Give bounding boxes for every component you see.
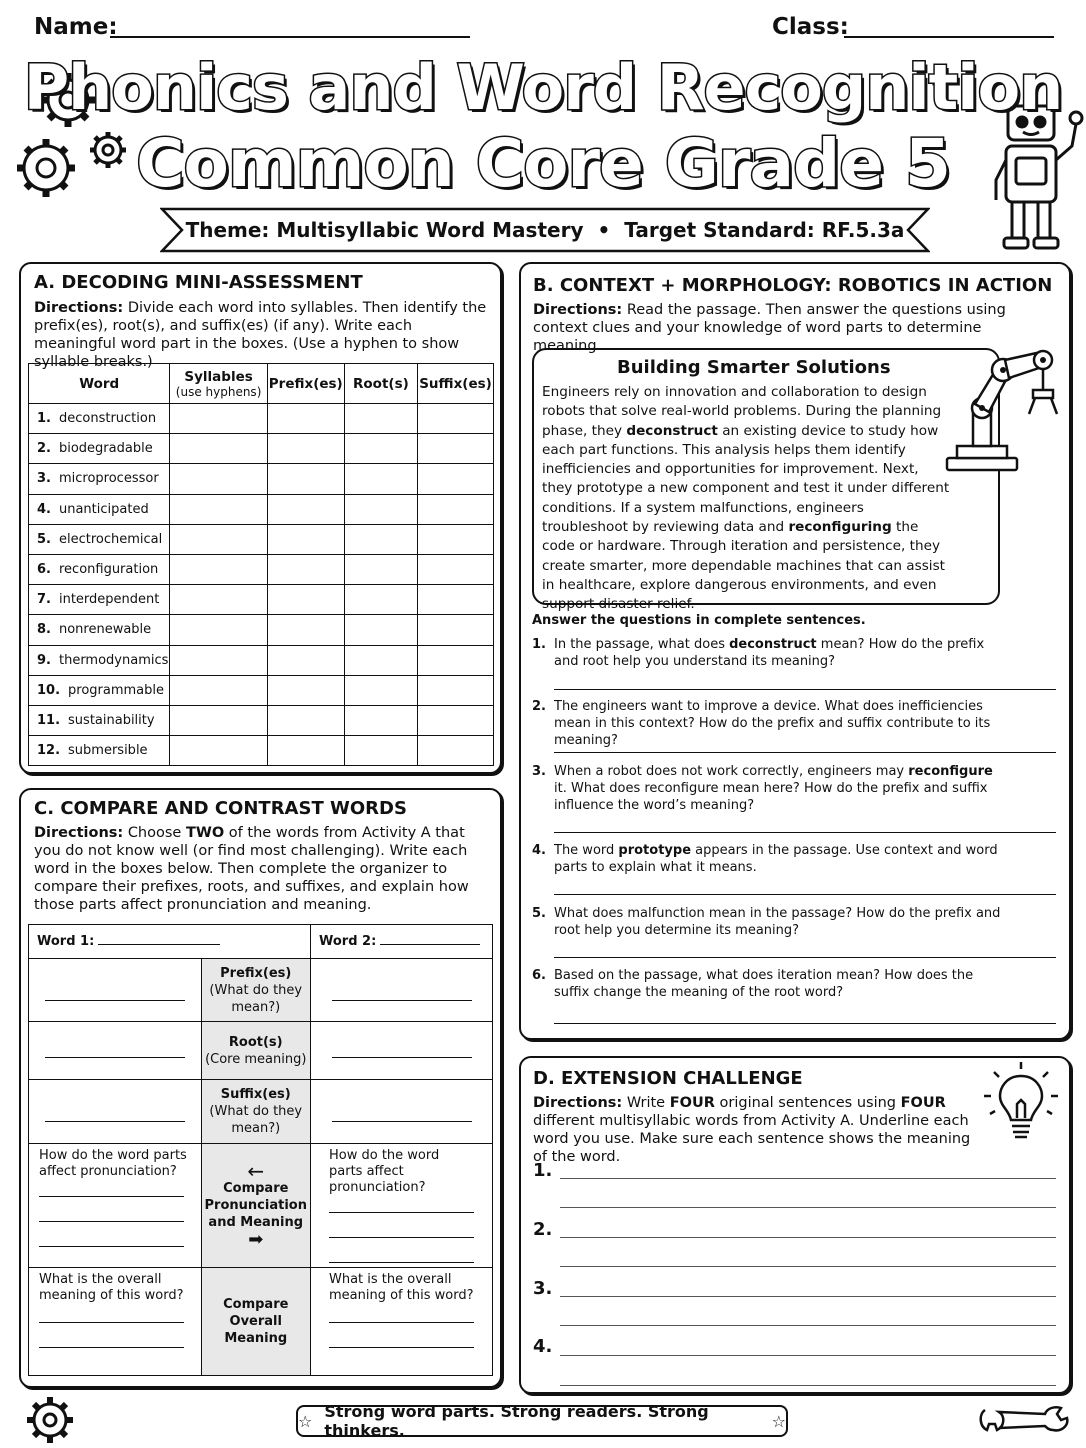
question-2: 2. The engineers want to improve a device. What does inefficiencies mean in this context? How do the prefix and suffix contribute to its meaning? (532, 699, 991, 748)
suffix-cell[interactable] (418, 494, 494, 524)
prefix-cell[interactable] (267, 645, 344, 675)
syllables-cell[interactable] (170, 434, 267, 464)
sentence-line-2b[interactable] (560, 1266, 1056, 1267)
name-field[interactable] (110, 36, 470, 38)
word-cell (29, 675, 170, 705)
suffix-cell[interactable] (418, 464, 494, 494)
prefix-cell[interactable] (267, 675, 344, 705)
title-line1: Phonics and Word Recognition (23, 51, 1063, 124)
prefix-cell[interactable] (267, 615, 344, 645)
word2-root[interactable] (311, 1022, 493, 1080)
syllables-cell[interactable] (170, 464, 267, 494)
word-number: 1. (37, 411, 51, 427)
syllables-cell[interactable] (170, 645, 267, 675)
table-row (29, 494, 494, 524)
prefix-cell[interactable] (267, 554, 344, 584)
arrow-left-icon: ← (247, 1159, 265, 1183)
table-row (29, 524, 494, 554)
sentence-line-3b[interactable] (560, 1325, 1056, 1326)
word1-overall[interactable]: What is the overall meaning of this word? (29, 1268, 202, 1376)
suffix-cell[interactable] (418, 645, 494, 675)
word-text: deconstruction (58, 411, 157, 427)
word2-suffix[interactable] (311, 1080, 493, 1144)
star-icon: ☆ (771, 1411, 786, 1431)
word-text: interdependent (58, 592, 160, 608)
question-6: 6. Based on the passage, what does iteration mean? How does the suffix change the meaning of the root word? (532, 968, 974, 1000)
answer-line-1[interactable] (554, 689, 1056, 690)
root-cell[interactable] (344, 705, 417, 735)
root-cell[interactable] (344, 404, 417, 434)
word-cell (29, 464, 170, 494)
word2-prefix[interactable] (311, 959, 493, 1022)
word-cell (29, 404, 170, 434)
table-row (29, 434, 494, 464)
word-cell (29, 554, 170, 584)
syllables-cell[interactable] (170, 675, 267, 705)
word-number: 2. (37, 441, 51, 457)
root-cell[interactable] (344, 615, 417, 645)
theme-text: Theme: Multisyllabic Word Mastery (185, 218, 584, 242)
prefix-cell[interactable] (267, 705, 344, 735)
table-row (29, 615, 494, 645)
col-root: Root(s) (344, 364, 417, 404)
root-cell[interactable] (344, 645, 417, 675)
question-1: 1. In the passage, what does deconstruct mean? How do the prefix and root help you understand its meaning? (532, 637, 985, 669)
syllables-cell[interactable] (170, 404, 267, 434)
word1-pronunciation[interactable]: How do the word parts affect pronunciation? (29, 1144, 202, 1268)
sentence-number-3: 3. (533, 1278, 553, 1299)
word2-cell[interactable]: Word 2: (311, 925, 493, 959)
class-field[interactable] (844, 36, 1054, 38)
sentence-line-1a[interactable] (560, 1178, 1056, 1179)
suffix-cell[interactable] (418, 736, 494, 766)
syllables-cell[interactable] (170, 524, 267, 554)
col-prefix: Prefix(es) (267, 364, 344, 404)
wrench-icon (975, 1404, 1075, 1438)
syllables-cell[interactable] (170, 705, 267, 735)
word-text: microprocessor (58, 471, 159, 487)
section-a-directions: Directions: Divide each word into syllables. Then identify the prefix(es), root(s), and suffix(es) (if any). Write each meaningful word part in the boxes. (Use a hyphen to show syllable breaks.) (34, 300, 487, 370)
word-cell (29, 494, 170, 524)
suffix-cell[interactable] (418, 675, 494, 705)
lightbulb-icon (982, 1060, 1060, 1146)
suffix-cell[interactable] (418, 615, 494, 645)
word-cell (29, 736, 170, 766)
word-cell (29, 585, 170, 615)
table-row (29, 554, 494, 584)
answer-line-2[interactable] (554, 752, 1056, 753)
word-number: 4. (37, 501, 51, 517)
question-3: 3. When a robot does not work correctly, engineers may reconfigure it. What does reconfigure mean here? How do the prefix and suffix influence the word’s meaning? (532, 764, 993, 813)
prefix-cell[interactable] (267, 585, 344, 615)
prefix-cell[interactable] (267, 524, 344, 554)
prefix-cell[interactable] (267, 404, 344, 434)
sentence-line-2a[interactable] (560, 1237, 1056, 1238)
theme-banner-text (160, 207, 930, 253)
syllables-cell[interactable] (170, 554, 267, 584)
suffix-mid: Suffix(es) (What do they mean?) (201, 1080, 310, 1144)
word-number: 7. (37, 592, 51, 608)
banner-bullet: • (597, 218, 611, 242)
sentence-line-3a[interactable] (560, 1296, 1056, 1297)
section-d-title: D. EXTENSION CHALLENGE (533, 1068, 803, 1089)
sentence-line-4b[interactable] (560, 1385, 1056, 1386)
word-number: 9. (37, 652, 51, 668)
word-cell (29, 645, 170, 675)
root-cell[interactable] (344, 464, 417, 494)
decoding-table (28, 363, 494, 766)
root-cell[interactable] (344, 585, 417, 615)
section-b-directions: Directions: Read the passage. Then answer the questions using context clues and your knowledge of word parts to determine meaning. (533, 302, 1006, 354)
suffix-cell[interactable] (418, 705, 494, 735)
sentence-number-1: 1. (533, 1160, 553, 1181)
word-number: 11. (37, 712, 61, 728)
word-cell (29, 524, 170, 554)
section-a-title: A. DECODING MINI-ASSESSMENT (34, 272, 363, 293)
col-suffix: Suffix(es) (418, 364, 494, 404)
word2-pronunciation[interactable]: How do the word parts affect pronunciation? (311, 1144, 493, 1268)
answer-line-4[interactable] (554, 894, 1056, 895)
table-row (29, 464, 494, 494)
section-b-title: B. CONTEXT + MORPHOLOGY: ROBOTICS IN ACTION (533, 275, 1053, 296)
root-cell[interactable] (344, 524, 417, 554)
section-d-directions: Directions: Write FOUR original sentences using FOUR different multisyllabic words from Activity A. Underline each word you use. Make sure each sentence shows the meaning of the word. (533, 1095, 971, 1165)
table-row (29, 585, 494, 615)
root-cell[interactable] (344, 494, 417, 524)
footer-banner (296, 1402, 788, 1440)
table-row (29, 645, 494, 675)
suffix-cell[interactable] (418, 434, 494, 464)
question-5: 5. What does malfunction mean in the passage? How do the prefix and root help you determine its meaning? (532, 906, 1001, 938)
word1-root[interactable] (29, 1022, 202, 1080)
root-mid: Root(s) (Core meaning) (201, 1022, 310, 1080)
word-number: 10. (37, 682, 61, 698)
syllables-cell[interactable] (170, 736, 267, 766)
answer-instruction: Answer the questions in complete sentences. (532, 613, 866, 628)
prefix-cell[interactable] (267, 464, 344, 494)
table-row (29, 675, 494, 705)
suffix-cell[interactable] (418, 585, 494, 615)
word2-overall[interactable]: What is the overall meaning of this word? (311, 1268, 493, 1376)
word-text: electrochemical (58, 531, 163, 547)
prefix-mid: Prefix(es) (What do they mean?) (201, 959, 310, 1022)
star-icon: ☆ (298, 1411, 313, 1431)
word1-prefix[interactable] (29, 959, 202, 1022)
robot-arm-icon (945, 346, 1070, 476)
word-number: 8. (37, 622, 51, 638)
word-number: 3. (37, 471, 51, 487)
sentence-line-4a[interactable] (560, 1355, 1056, 1356)
footer-text: Strong word parts. Strong readers. Strong thinkers. (324, 1402, 709, 1440)
prefix-cell[interactable] (267, 736, 344, 766)
arrow-right-icon: ➡ (248, 1229, 264, 1250)
root-cell[interactable] (344, 434, 417, 464)
word-cell (29, 705, 170, 735)
word-text: programmable (68, 682, 165, 698)
answer-line-6[interactable] (554, 1023, 1056, 1024)
gear-icon (22, 1392, 78, 1448)
passage-title: Building Smarter Solutions (617, 357, 891, 378)
word-text: reconfiguration (58, 562, 159, 578)
name-label: Name: (34, 14, 118, 40)
word-number: 5. (37, 531, 51, 547)
prefix-cell[interactable] (267, 434, 344, 464)
standard-text: Target Standard: RF.5.3a (624, 218, 905, 242)
table-row (29, 705, 494, 735)
word-number: 12. (37, 743, 61, 759)
word-text: submersible (68, 743, 148, 759)
sentence-number-2: 2. (533, 1219, 553, 1240)
compare-organizer (28, 924, 493, 1376)
answer-line-3[interactable] (554, 832, 1056, 833)
sentence-line-1b[interactable] (560, 1207, 1056, 1208)
word1-suffix[interactable] (29, 1080, 202, 1144)
table-row (29, 736, 494, 766)
passage-text: Engineers rely on innovation and collaboration to design robots that solve real-world problems. During the planning phase, they deconstruct an existing device to study how each part functions. This analysis helps them identify inefficiencies and opportunities for improvement. Next, they prototype a new component and test it under different conditions. If a system malfunctions, engineers troubleshoot by reviewing data and reconfiguring the code or hardware. Through iteration and persistence, they create smarter, more dependable machines that can assist in healthcare, explore dangerous environments, and even support disaster relief. (542, 384, 950, 613)
syllables-cell[interactable] (170, 585, 267, 615)
suffix-cell[interactable] (418, 554, 494, 584)
root-cell[interactable] (344, 675, 417, 705)
syllables-cell[interactable] (170, 615, 267, 645)
pronunciation-mid: ← Compare Pronunciation and Meaning ➡ (201, 1144, 310, 1268)
word-text: sustainability (68, 712, 155, 728)
suffix-cell[interactable] (418, 404, 494, 434)
root-cell[interactable] (344, 736, 417, 766)
word-text: unanticipated (58, 501, 149, 517)
section-c-directions: Directions: Choose TWO of the words from Activity A that you do not know well (or find most challenging). Write each word in the boxes below. Then complete the organizer to compare their prefixes, roots, and suffixes, and explain how those parts affect pronunciation and meaning. (34, 825, 469, 913)
answer-line-5[interactable] (554, 957, 1056, 958)
sentence-number-4: 4. (533, 1336, 553, 1357)
word-text: nonrenewable (58, 622, 152, 638)
word-number: 6. (37, 562, 51, 578)
suffix-cell[interactable] (418, 524, 494, 554)
word-cell (29, 615, 170, 645)
word-text: biodegradable (58, 441, 153, 457)
root-cell[interactable] (344, 554, 417, 584)
overall-mid: Compare Overall Meaning (201, 1268, 310, 1376)
word1-cell[interactable]: Word 1: (29, 925, 311, 959)
title-line2: Common Core Grade 5 (136, 125, 950, 202)
col-syllables: Syllables (use hyphens) (170, 364, 267, 404)
syllables-cell[interactable] (170, 494, 267, 524)
word-cell (29, 434, 170, 464)
section-c-title: C. COMPARE AND CONTRAST WORDS (34, 798, 407, 819)
class-label: Class: (772, 14, 849, 40)
question-4: 4. The word prototype appears in the passage. Use context and word parts to explain what it means. (532, 843, 998, 875)
word-text: thermodynamics (58, 652, 169, 668)
table-row (29, 404, 494, 434)
prefix-cell[interactable] (267, 494, 344, 524)
col-word: Word (29, 364, 170, 404)
